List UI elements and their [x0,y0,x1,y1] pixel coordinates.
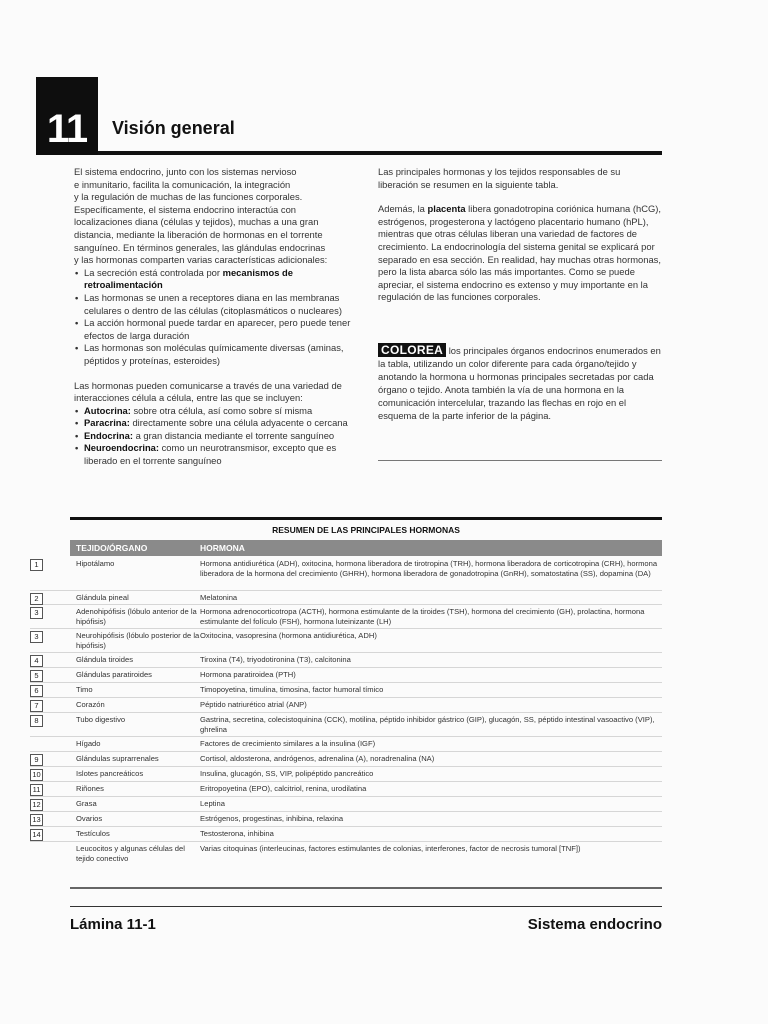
table-row [30,653,662,668]
row-tissue: Hipotálamo [76,559,115,568]
row-number-box: 9 [30,754,43,766]
intro-line: Específicamente, el sistema endocrino interactúa con [74,203,296,215]
table-row [30,591,662,605]
title-rule [98,151,662,155]
list-item: • La acción hormonal puede tardar en aparecer, pero puede tener efectos de larga duración [74,317,364,342]
intro-line: e inmunitario, facilita la comunicación, la integración [74,178,291,190]
table-row [30,683,662,698]
column-header-tissue: TEJIDO/ÓRGANO [76,543,148,553]
section-name: Sistema endocrino [527,916,662,933]
row-number-box: 13 [30,814,43,826]
row-hormone: Estrógenos, progestinas, inhibina, relaxina [200,814,344,823]
row-number-box: 3 [30,631,43,643]
intro-line: localizaciones diana (células y tejidos), muchas a una gran [74,216,319,228]
row-number-box: 11 [30,784,43,796]
row-tissue: Glándulas paratiroides [76,670,152,679]
intro-line: El sistema endocrino, junto con los sistemas nervioso [74,166,297,177]
row-number-box: 3 [30,607,43,619]
row-tissue: Glándulas suprarrenales [76,754,159,763]
row-number-box: 8 [30,715,43,727]
table-top-rule [70,517,662,520]
row-number-box: 6 [30,685,43,697]
table-row [30,782,662,797]
table-row [30,698,662,713]
row-tissue: Riñones [76,784,104,793]
table-row [30,737,662,752]
row-hormone: Tiroxina (T4), triyodotironina (T3), calcitonina [200,655,351,664]
table-row [30,752,662,767]
chapter-number-badge: 11 [36,77,98,155]
row-tissue: Corazón [76,700,105,709]
characteristics-list [74,267,364,368]
row-hormone: Gastrina, secretina, colecistoquinina (CCK), motilina, péptido inhibidor gástrico (GIP), glucagón, SS, péptido intestinal vasoactivo (VIP), ghrelina [200,715,655,735]
row-hormone: Timopoyetina, timulina, timosina, factor humoral tímico [200,685,384,694]
table-row [30,812,662,827]
row-hormone: Eritropoyetina (EPO), calcitriol, renina, urodilatina [200,784,367,793]
placenta-paragraph: Además, la placenta libera gonadotropina coriónica humana (hCG), estrógenos, progesterona y lactógeno placentario humano (hPL), mientras que otras células liberan una variedad de factores de crecimiento. La endocrinología del sistema genital se explicará por separado en esa sección. En realidad, hay muchas otras hormonas, pero la lista abarca sólo las más importantes. Como se puede apreciar, el sistema endocrino es extenso y muy importante en la regulación de las funciones corporales. [378,203,661,303]
row-hormone: Oxitocina, vasopresina (hormona antidiurética, ADH) [200,631,377,640]
row-hormone: Leptina [200,799,225,808]
table-row [30,797,662,812]
colorea-instructions [378,344,662,422]
table-intro-paragraph: Las principales hormonas y los tejidos responsables de su liberación se resumen en la siguiente tabla. [378,166,621,190]
row-hormone: Factores de crecimiento similares a la insulina (IGF) [200,739,376,748]
hormone-table [30,557,662,868]
row-number-box: 14 [30,829,43,841]
row-number-box: 5 [30,670,43,682]
row-number-box: 12 [30,799,43,811]
column-header-hormone: HORMONA [200,543,245,553]
row-tissue: Testículos [76,829,110,838]
intro-line: y la regulación de muchas de las funciones corporales. [74,191,303,203]
row-tissue: Tubo digestivo [76,715,126,724]
table-row [30,629,662,653]
table-row [30,713,662,737]
row-hormone: Varias citoquinas (interleucinas, factores estimulantes de colonias, interferones, factor de necrosis tumoral [TNF]) [200,844,581,853]
table-title: RESUMEN DE LAS PRINCIPALES HORMONAS [272,525,460,535]
row-number-box: 4 [30,655,43,667]
colorea-text: los principales órganos endocrinos enumerados en la tabla, utilizando un color diferente para cada órgano/tejido y anotando la hormona u hormonas principales secretadas por cada órgano o tejido. Anota también la vía de una hormona en la comunicación intercelular, trazando las flechas en rojo en el esquema de la parte inferior de la página. [378,345,661,421]
row-tissue: Leucocitos y algunas células del tejido conectivo [76,844,185,864]
table-row [30,605,662,629]
list-item: • Neuroendocrina: como un neurotransmisor, excepto que es liberado en el torrente sanguíneo [74,442,364,467]
row-tissue: Ovarios [76,814,103,823]
table-row [30,767,662,782]
page-title: Visión general [112,118,235,138]
list-item: • La secreción está controlada por mecanismos de retroalimentación [74,267,364,292]
row-hormone: Hormona paratiroidea (PTH) [200,670,296,679]
footer-rule [70,906,662,907]
row-hormone: Testosterona, inhibina [200,829,274,838]
row-tissue: Adenohipófisis (lóbulo anterior de la hipófisis) [76,607,197,627]
table-bottom-rule [70,887,662,889]
table-row [30,842,662,868]
row-hormone: Insulina, glucagón, SS, VIP, polipéptido pancreático [200,769,374,778]
intro-line: distancia, mediante la liberación de hormonas en el torrente [74,228,323,240]
row-number-box: 7 [30,700,43,712]
row-hormone: Hormona antidiurética (ADH), oxitocina, hormona liberadora de tirotropina (TRH), hormona liberadora de corticotropina (CRH), hormona liberadora de la hormona del crecimiento (GHRH), hormona liberadora de gonadotropina (GnRH), somatostatina (SS), dopamina (DA) [200,559,658,579]
row-tissue: Glándula tiroides [76,655,133,664]
row-hormone: Cortisol, aldosterona, andrógenos, adrenalina (A), noradrenalina (NA) [200,754,435,763]
communication-intro: Las hormonas pueden comunicarse a través de una variedad de interacciones célula a célula, entre las que se incluyen: [74,379,342,404]
row-number-box: 2 [30,593,43,605]
intro-line: y las hormonas comparten varias características adicionales: [74,254,328,266]
table-row [30,557,662,591]
row-hormone: Melatonina [200,593,238,602]
table-row [30,827,662,842]
colorea-divider [378,460,662,461]
intro-paragraph [74,166,364,267]
table-row [30,668,662,683]
row-hormone: Péptido natriurético atrial (ANP) [200,700,307,709]
list-item: • Las hormonas son moléculas químicamente diversas (aminas, péptidos y proteínas, esteroides) [74,342,364,367]
row-tissue: Hígado [76,739,101,748]
row-tissue: Islotes pancreáticos [76,769,144,778]
row-hormone: Hormona adrenocorticotropa (ACTH), hormona estimulante de la tiroides (TSH), hormona del crecimiento (GH), prolactina, hormona estimulante del folículo (FSH), hormona luteinizante (LH) [200,607,645,627]
left-column [74,166,364,468]
list-item: • Paracrina: directamente sobre una célula adyacente o cercana [74,417,364,430]
row-tissue: Grasa [76,799,97,808]
row-tissue: Timo [76,685,93,694]
row-tissue: Glándula pineal [76,593,129,602]
table-header [70,540,662,556]
communication-list [74,405,364,468]
row-number-box: 1 [30,559,43,571]
plate-number: Lámina 11-1 [70,916,156,933]
colorea-label: COLOREA [378,343,446,357]
intro-line: sanguíneo. En términos generales, las glándulas endocrinas [74,241,326,253]
list-item: • Autocrina: sobre otra célula, así como sobre sí misma [74,405,364,418]
row-number-box: 10 [30,769,43,781]
row-tissue: Neurohipófisis (lóbulo posterior de la hipófisis) [76,631,200,651]
list-item: • Las hormonas se unen a receptores diana en las membranas celulares o dentro de las células (citoplasmáticos o nucleares) [74,292,364,317]
list-item: • Endocrina: a gran distancia mediante el torrente sanguíneo [74,430,364,443]
right-column [378,166,662,304]
